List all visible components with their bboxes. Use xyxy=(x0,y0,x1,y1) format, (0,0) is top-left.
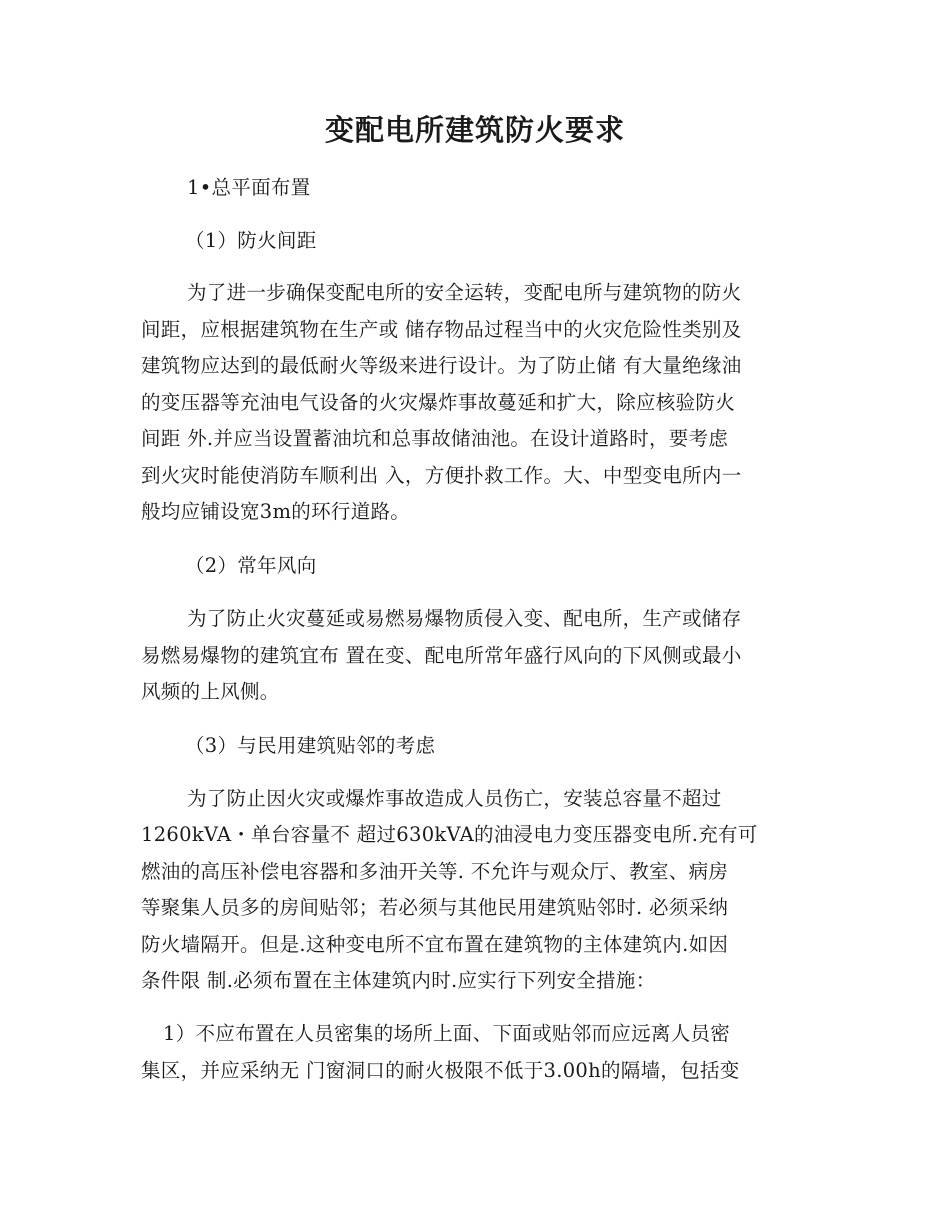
paragraph-line: 防火墙隔开。但是.这种变电所不宜布置在建筑物的主体建筑内.如因 xyxy=(141,933,729,956)
paragraph-line: 等聚集人员多的房间贴邻；若必须与其他民用建筑贴邻时. 必须采纳 xyxy=(141,896,729,919)
paragraph-line: 间距 外.并应当设置蓄油坑和总事故储油池。在设计道路时，要考虑 xyxy=(141,427,729,450)
paragraph-line: 易燃易爆物的建筑宜布 置在变、配电所常年盛行风向的下风侧或最小 xyxy=(141,644,742,667)
paragraph-line: 1260kVA・单台容量不 超过630kVA的油浸电力变压器变电所.充有可 xyxy=(141,823,758,846)
paragraph-line: 的变压器等充油电气设备的火灾爆炸事故蔓延和扩大，除应核验防火 xyxy=(141,391,736,414)
subsection-heading: （3）与民用建筑贴邻的考虑 xyxy=(185,734,436,757)
paragraph-line: 间距，应根据建筑物在生产或 储存物品过程当中的火灾危险性类别及 xyxy=(141,318,742,341)
paragraph-line: 燃油的高压补偿电容器和多油开关等. 不允许与观众厅、教室、病房 xyxy=(141,860,729,883)
subsection-heading: （1）防火间距 xyxy=(185,229,317,252)
paragraph-line: 条件限 制.必须布置在主体建筑内时.应实行下列安全措施： xyxy=(141,969,656,992)
paragraph-line: 集区，并应采纳无 门窗洞口的耐火极限不低于3.00h的隔墙，包括变 xyxy=(141,1059,740,1082)
paragraph-line: 到火灾时能使消防车顺利出 入，方便扑救工作。大、中型变电所内一 xyxy=(141,464,742,487)
paragraph-line: 1）不应布置在人员密集的场所上面、下面或贴邻而应远离人员密 xyxy=(163,1022,731,1045)
document-title: 变配电所建筑防火要求 xyxy=(324,113,625,147)
section-heading: 1•总平面布置 xyxy=(187,176,311,199)
paragraph-line: 为了防止火灾蔓延或易燃易爆物质侵入变、配电所，生产或储存 xyxy=(187,607,742,630)
paragraph-line: 般均应铺设宽3m的环行道路。 xyxy=(141,500,411,523)
paragraph-line: 为了防止因火灾或爆炸事故造成人员伤亡，安装总容量不超过 xyxy=(187,787,722,810)
paragraph-line: 为了进一步确保变配电所的安全运转，变配电所与建筑物的防火 xyxy=(187,281,742,304)
paragraph-line: 建筑物应达到的最低耐火等级来进行设计。为了防止储 有大量绝缘油 xyxy=(141,354,742,377)
subsection-heading: （2）常年风向 xyxy=(185,554,317,577)
paragraph-line: 风频的上风侧。 xyxy=(141,680,280,703)
